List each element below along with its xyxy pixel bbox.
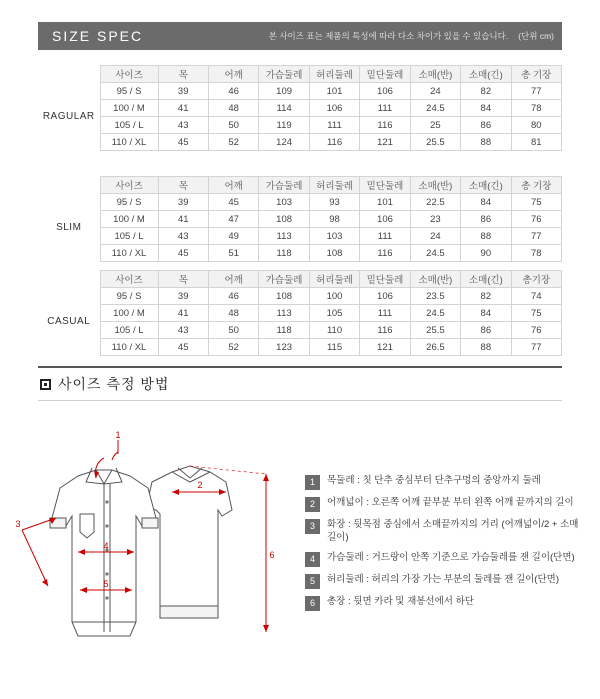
table-header-row xyxy=(38,271,562,288)
cell: 78 xyxy=(511,100,561,117)
col-header: 가슴둘레 xyxy=(259,271,309,288)
col-header: 목 xyxy=(158,177,208,194)
table-row xyxy=(38,100,562,117)
cell: 50 xyxy=(208,322,258,339)
cell: 98 xyxy=(309,211,359,228)
cell: 113 xyxy=(259,305,309,322)
cell: 82 xyxy=(461,83,511,100)
cell: 110 / XL xyxy=(100,245,158,262)
cell: 106 xyxy=(360,83,410,100)
cell: 124 xyxy=(259,134,309,151)
cell: 49 xyxy=(208,228,258,245)
cell: 76 xyxy=(511,211,561,228)
legend-text: 어깨넓이 : 오른쪽 어깨 끝부분 부터 왼쪽 어깨 끝까지의 길이 xyxy=(327,497,574,508)
spec-table-ragular xyxy=(38,65,562,151)
col-header: 어깨 xyxy=(208,177,258,194)
cell: 25.5 xyxy=(410,322,460,339)
cell: 111 xyxy=(360,228,410,245)
cell: 24 xyxy=(410,228,460,245)
col-header: 허리둘레 xyxy=(309,177,359,194)
cell: 105 / L xyxy=(100,228,158,245)
cell: 106 xyxy=(309,100,359,117)
cell: 77 xyxy=(511,228,561,245)
legend-item xyxy=(305,475,580,490)
cell: 95 / S xyxy=(100,288,158,305)
cell: 100 / M xyxy=(100,211,158,228)
cell: 101 xyxy=(309,83,359,100)
legend-number-badge: 5 xyxy=(305,574,320,589)
shirt-illustration xyxy=(0,410,300,699)
cell: 110 / XL xyxy=(100,134,158,151)
table-row xyxy=(38,339,562,356)
table-row xyxy=(38,211,562,228)
legend-text: 목둘레 : 칫 단추 중심부터 단추구멍의 중앙까지 둘레 xyxy=(327,475,541,486)
cell: 23 xyxy=(410,211,460,228)
table-corner xyxy=(38,271,100,288)
cell: 108 xyxy=(259,288,309,305)
marker-4: 4 xyxy=(103,541,109,551)
cell: 88 xyxy=(461,228,511,245)
cell: 106 xyxy=(360,211,410,228)
cell: 25 xyxy=(410,117,460,134)
table-header-row xyxy=(38,66,562,83)
cell: 80 xyxy=(511,117,561,134)
cell: 81 xyxy=(511,134,561,151)
col-header: 밑단둘레 xyxy=(360,66,410,83)
col-header: 사이즈 xyxy=(100,271,158,288)
cell: 118 xyxy=(259,245,309,262)
cell: 43 xyxy=(158,228,208,245)
table-row-label: RAGULAR xyxy=(38,83,100,151)
cell: 118 xyxy=(259,322,309,339)
cell: 100 xyxy=(309,288,359,305)
cell: 121 xyxy=(360,134,410,151)
col-header: 가슴둘레 xyxy=(259,66,309,83)
col-header: 소매(반) xyxy=(410,271,460,288)
cell: 76 xyxy=(511,322,561,339)
col-header: 밑단둘레 xyxy=(360,177,410,194)
header-note: 본 사이즈 표는 제품의 특성에 따라 다소 차이가 있을 수 있습니다. xyxy=(268,31,509,41)
cell: 108 xyxy=(309,245,359,262)
cell: 113 xyxy=(259,228,309,245)
col-header: 소매(긴) xyxy=(461,66,511,83)
cell: 24.5 xyxy=(410,305,460,322)
col-header: 소매(긴) xyxy=(461,271,511,288)
col-header: 어깨 xyxy=(208,66,258,83)
cell: 103 xyxy=(309,228,359,245)
cell: 39 xyxy=(158,288,208,305)
cell: 84 xyxy=(461,194,511,211)
legend-item xyxy=(305,552,580,567)
page-title: SIZE SPEC xyxy=(52,28,144,44)
cell: 39 xyxy=(158,194,208,211)
col-header: 사이즈 xyxy=(100,177,158,194)
col-header: 허리둘레 xyxy=(309,271,359,288)
table-corner xyxy=(38,66,100,83)
cell: 45 xyxy=(158,134,208,151)
cell: 78 xyxy=(511,245,561,262)
table-row xyxy=(38,194,562,211)
cell: 48 xyxy=(208,100,258,117)
cell: 52 xyxy=(208,339,258,356)
cell: 74 xyxy=(511,288,561,305)
cell: 106 xyxy=(360,288,410,305)
table-row xyxy=(38,305,562,322)
cell: 24.5 xyxy=(410,245,460,262)
legend-number-badge: 3 xyxy=(305,519,320,534)
measure-section-title xyxy=(38,366,562,401)
legend-number-badge: 4 xyxy=(305,552,320,567)
cell: 88 xyxy=(461,339,511,356)
col-header: 가슴둘레 xyxy=(259,177,309,194)
col-header: 총기장 xyxy=(511,271,561,288)
size-spec-header xyxy=(38,22,562,50)
cell: 95 / S xyxy=(100,83,158,100)
table-row xyxy=(38,134,562,151)
cell: 77 xyxy=(511,83,561,100)
cell: 111 xyxy=(309,117,359,134)
cell: 90 xyxy=(461,245,511,262)
cell: 115 xyxy=(309,339,359,356)
legend-text: 화장 : 뒷목점 중심에서 소매끝까지의 거리 (어깨넓이/2 + 소매길이) xyxy=(327,519,579,543)
cell: 25.5 xyxy=(410,134,460,151)
cell: 45 xyxy=(158,245,208,262)
table-row xyxy=(38,228,562,245)
square-bullet-icon xyxy=(40,379,51,390)
spec-table-casual xyxy=(38,270,562,356)
cell: 24.5 xyxy=(410,100,460,117)
cell: 123 xyxy=(259,339,309,356)
marker-3: 3 xyxy=(15,519,21,529)
col-header: 총 기장 xyxy=(511,177,561,194)
header-unit: (단위 cm) xyxy=(518,31,554,41)
col-header: 목 xyxy=(158,66,208,83)
legend-list xyxy=(305,475,580,618)
section-title-label: 사이즈 측정 방법 xyxy=(58,376,170,392)
cell: 111 xyxy=(360,305,410,322)
table-corner xyxy=(38,177,100,194)
cell: 116 xyxy=(309,134,359,151)
legend-item xyxy=(305,519,580,545)
cell: 119 xyxy=(259,117,309,134)
cell: 51 xyxy=(208,245,258,262)
cell: 103 xyxy=(259,194,309,211)
cell: 41 xyxy=(158,305,208,322)
cell: 110 / XL xyxy=(100,339,158,356)
col-header: 어깨 xyxy=(208,271,258,288)
cell: 100 / M xyxy=(100,100,158,117)
legend-text: 허리둘레 : 허리의 가장 가는 부분의 둘레를 잰 길이(단면) xyxy=(327,573,559,585)
cell: 110 xyxy=(309,322,359,339)
cell: 23.5 xyxy=(410,288,460,305)
cell: 86 xyxy=(461,211,511,228)
cell: 45 xyxy=(208,194,258,211)
marker-5: 5 xyxy=(103,579,109,589)
cell: 75 xyxy=(511,305,561,322)
cell: 116 xyxy=(360,117,410,134)
legend-number-badge: 1 xyxy=(305,475,320,490)
cell: 43 xyxy=(158,117,208,134)
cell: 48 xyxy=(208,305,258,322)
marker-2: 2 xyxy=(197,480,203,490)
legend-item xyxy=(305,596,580,611)
legend-item xyxy=(305,497,580,512)
cell: 116 xyxy=(360,245,410,262)
col-header: 소매(긴) xyxy=(461,177,511,194)
table-header-row xyxy=(38,177,562,194)
legend-number-badge: 6 xyxy=(305,596,320,611)
col-header: 허리둘레 xyxy=(309,66,359,83)
cell: 100 / M xyxy=(100,305,158,322)
cell: 45 xyxy=(158,339,208,356)
col-header: 사이즈 xyxy=(100,66,158,83)
col-header: 목 xyxy=(158,271,208,288)
cell: 105 xyxy=(309,305,359,322)
cell: 86 xyxy=(461,117,511,134)
cell: 46 xyxy=(208,83,258,100)
cell: 114 xyxy=(259,100,309,117)
table-row xyxy=(38,117,562,134)
cell: 41 xyxy=(158,211,208,228)
cell: 50 xyxy=(208,117,258,134)
cell: 26.5 xyxy=(410,339,460,356)
spec-table-slim xyxy=(38,176,562,262)
marker-1: 1 xyxy=(115,430,121,440)
table-row-label: SLIM xyxy=(38,194,100,262)
cell: 109 xyxy=(259,83,309,100)
table-row xyxy=(38,245,562,262)
legend-text: 총장 : 뒷면 카라 및 재봉선에서 하단 xyxy=(327,595,474,607)
cell: 52 xyxy=(208,134,258,151)
cell: 39 xyxy=(158,83,208,100)
legend-item xyxy=(305,574,580,589)
table-row xyxy=(38,83,562,100)
col-header: 밑단둘레 xyxy=(360,271,410,288)
col-header: 총 기장 xyxy=(511,66,561,83)
col-header: 소매(반) xyxy=(410,66,460,83)
table-row xyxy=(38,288,562,305)
cell: 84 xyxy=(461,305,511,322)
cell: 22.5 xyxy=(410,194,460,211)
table-row-label: CASUAL xyxy=(38,288,100,356)
cell: 88 xyxy=(461,134,511,151)
cell: 93 xyxy=(309,194,359,211)
cell: 105 / L xyxy=(100,117,158,134)
cell: 101 xyxy=(360,194,410,211)
cell: 46 xyxy=(208,288,258,305)
cell: 75 xyxy=(511,194,561,211)
cell: 111 xyxy=(360,100,410,117)
cell: 105 / L xyxy=(100,322,158,339)
cell: 24 xyxy=(410,83,460,100)
cell: 84 xyxy=(461,100,511,117)
cell: 108 xyxy=(259,211,309,228)
cell: 121 xyxy=(360,339,410,356)
marker-6: 6 xyxy=(269,550,275,560)
cell: 41 xyxy=(158,100,208,117)
legend-text: 가슴둘레 : 거드랑이 안쪽 기준으로 가슴둘레를 잰 길이(단면) xyxy=(327,551,575,563)
legend-number-badge: 2 xyxy=(305,497,320,512)
table-row xyxy=(38,322,562,339)
cell: 77 xyxy=(511,339,561,356)
cell: 116 xyxy=(360,322,410,339)
cell: 95 / S xyxy=(100,194,158,211)
measurement-diagram xyxy=(0,410,600,699)
cell: 47 xyxy=(208,211,258,228)
col-header: 소매(반) xyxy=(410,177,460,194)
cell: 86 xyxy=(461,322,511,339)
cell: 82 xyxy=(461,288,511,305)
cell: 43 xyxy=(158,322,208,339)
